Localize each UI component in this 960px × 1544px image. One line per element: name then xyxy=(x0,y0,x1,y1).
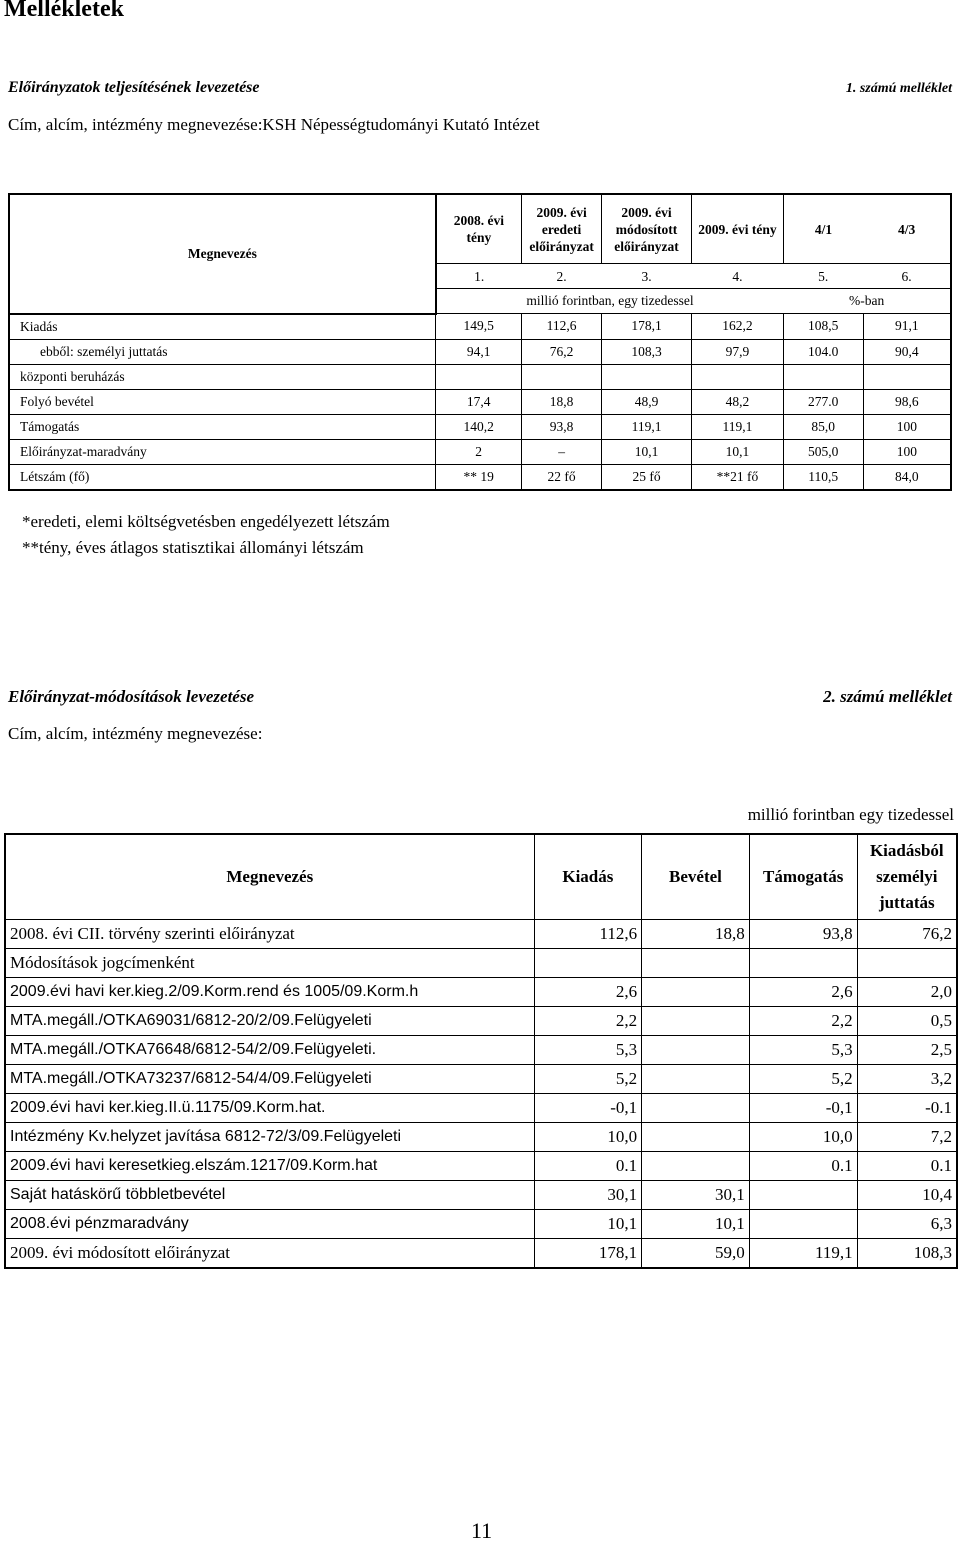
cell xyxy=(749,1181,857,1210)
t2-header-bevetel: Bevétel xyxy=(642,834,750,920)
table-row xyxy=(5,1152,957,1181)
cell xyxy=(692,364,784,389)
cell: 0.1 xyxy=(534,1152,642,1181)
row-name: 2009. évi módosított előirányzat xyxy=(5,1239,534,1269)
footnote-2: **tény, éves átlagos statisztikai állományi létszám xyxy=(22,538,364,557)
cell: 2,6 xyxy=(534,978,642,1007)
cell: 3,2 xyxy=(857,1065,957,1094)
cell xyxy=(863,364,951,389)
t2-header-name: Megnevezés xyxy=(5,834,534,920)
table-row xyxy=(5,1007,957,1036)
row-name: MTA.megáll./OTKA69031/6812-20/2/09.Felügyeleti xyxy=(5,1007,534,1036)
cell: 84,0 xyxy=(863,464,951,490)
cell: 0.1 xyxy=(749,1152,857,1181)
cell: 25 fő xyxy=(602,464,692,490)
row-name: Kiadás xyxy=(9,314,436,340)
cell: ** 19 xyxy=(436,464,522,490)
row-name: Támogatás xyxy=(9,414,436,439)
cell xyxy=(642,949,750,978)
cell: 48,9 xyxy=(602,389,692,414)
cell xyxy=(857,949,957,978)
cell: 30,1 xyxy=(534,1181,642,1210)
annex2-label: 2. számú melléklet xyxy=(823,687,952,706)
unit-million: millió forintban, egy tizedessel xyxy=(436,289,784,314)
header-col6: 4/3 xyxy=(863,194,951,264)
row-name: 2009.évi havi ker.kieg.2/09.Korm.rend és 1005/09.Korm.h xyxy=(5,978,534,1007)
cell: 0.1 xyxy=(857,1152,957,1181)
cell: 5,2 xyxy=(534,1065,642,1094)
cell: 48,2 xyxy=(692,389,784,414)
table-row xyxy=(5,920,957,949)
cell: 10,4 xyxy=(857,1181,957,1210)
unit-percent: %-ban xyxy=(783,289,951,314)
cell: 10,0 xyxy=(749,1123,857,1152)
cell: 108,3 xyxy=(857,1239,957,1269)
cell: 100 xyxy=(863,414,951,439)
cell xyxy=(534,949,642,978)
cell: 119,1 xyxy=(749,1239,857,1269)
cell: 76,2 xyxy=(857,920,957,949)
row-name: Előirányzat-maradvány xyxy=(9,439,436,464)
cell: 94,1 xyxy=(436,339,522,364)
cell: 178,1 xyxy=(534,1239,642,1269)
t2-header-kiadasbol-1: Kiadásból xyxy=(869,841,944,860)
cell: 18,8 xyxy=(642,920,750,949)
footnote-1: *eredeti, elemi költségvetésben engedélyezett létszám xyxy=(22,512,390,531)
cell: -0,1 xyxy=(749,1094,857,1123)
cell: 10,1 xyxy=(534,1210,642,1239)
cell xyxy=(642,1094,750,1123)
row-name: 2009.évi havi ker.kieg.II.ü.1175/09.Korm.hat. xyxy=(5,1094,534,1123)
header-col4: 2009. évi tény xyxy=(692,194,784,264)
cell: 112,6 xyxy=(534,920,642,949)
row-name: Létszám (fő) xyxy=(9,464,436,490)
table-row xyxy=(9,314,951,340)
row-name: MTA.megáll./OTKA73237/6812-54/4/09.Felügyeleti xyxy=(5,1065,534,1094)
cell xyxy=(642,1007,750,1036)
cell xyxy=(522,364,602,389)
cell: 110,5 xyxy=(783,464,863,490)
cell xyxy=(642,1065,750,1094)
cell xyxy=(642,1152,750,1181)
table-row xyxy=(5,1181,957,1210)
cell: 91,1 xyxy=(863,314,951,340)
cell: -0,1 xyxy=(534,1094,642,1123)
row-name: 2008.évi pénzmaradvány xyxy=(5,1210,534,1239)
cell: 5,3 xyxy=(749,1036,857,1065)
cell: 98,6 xyxy=(863,389,951,414)
cell xyxy=(436,364,522,389)
table-row xyxy=(9,364,951,389)
cell: 7,2 xyxy=(857,1123,957,1152)
row-name: Intézmény Kv.helyzet javítása 6812-72/3/09.Felügyeleti xyxy=(5,1123,534,1152)
cell xyxy=(602,364,692,389)
table-row xyxy=(9,464,951,490)
t2-header-tamogatas: Támogatás xyxy=(749,834,857,920)
cell: 119,1 xyxy=(692,414,784,439)
colnum-4: 4. xyxy=(692,264,784,289)
cell xyxy=(642,1123,750,1152)
colnum-2: 2. xyxy=(522,264,602,289)
annex2-unit: millió forintban egy tizedessel xyxy=(747,805,954,824)
cell: **21 fő xyxy=(692,464,784,490)
annex2-institution: Cím, alcím, intézmény megnevezése: xyxy=(8,724,263,743)
header-col1: 2008. évi tény xyxy=(436,194,522,264)
cell: 10,1 xyxy=(692,439,784,464)
row-name: MTA.megáll./OTKA76648/6812-54/2/09.Felügyeleti. xyxy=(5,1036,534,1065)
header-col2: 2009. évi eredeti előirányzat xyxy=(522,194,602,264)
annex1-label: 1. számú melléklet xyxy=(845,81,952,96)
t2-header-kiadasbol-3: juttatás xyxy=(878,893,935,912)
cell: 119,1 xyxy=(602,414,692,439)
cell: 108,5 xyxy=(783,314,863,340)
t2-header-kiadasbol xyxy=(857,834,957,920)
row-name: Saját hatáskörű többletbevétel xyxy=(5,1181,534,1210)
cell: 5,2 xyxy=(749,1065,857,1094)
cell: – xyxy=(522,439,602,464)
cell: 108,3 xyxy=(602,339,692,364)
header-name: Megnevezés xyxy=(9,194,436,314)
cell: 505,0 xyxy=(783,439,863,464)
page-title: Mellékletek xyxy=(4,0,124,22)
annex2-table xyxy=(4,833,958,1269)
cell: 2,5 xyxy=(857,1036,957,1065)
cell xyxy=(783,364,863,389)
cell: 0,5 xyxy=(857,1007,957,1036)
table-row xyxy=(5,1239,957,1269)
table-row xyxy=(5,1210,957,1239)
table-row xyxy=(5,1036,957,1065)
table-row xyxy=(5,1094,957,1123)
cell: 112,6 xyxy=(522,314,602,340)
annex1-title: Előirányzatok teljesítésének levezetése xyxy=(8,79,260,96)
cell: 76,2 xyxy=(522,339,602,364)
cell: 5,3 xyxy=(534,1036,642,1065)
row-name: központi beruházás xyxy=(9,364,436,389)
colnum-3: 3. xyxy=(602,264,692,289)
table-row xyxy=(5,949,957,978)
cell: 140,2 xyxy=(436,414,522,439)
cell: 18,8 xyxy=(522,389,602,414)
cell: 93,8 xyxy=(522,414,602,439)
cell: 162,2 xyxy=(692,314,784,340)
table-row xyxy=(9,439,951,464)
cell: 90,4 xyxy=(863,339,951,364)
table-row xyxy=(9,414,951,439)
cell: 2,6 xyxy=(749,978,857,1007)
cell: 93,8 xyxy=(749,920,857,949)
cell xyxy=(642,1036,750,1065)
row-name: ebből: személyi juttatás xyxy=(9,339,436,364)
cell: -0.1 xyxy=(857,1094,957,1123)
cell: 10,1 xyxy=(602,439,692,464)
cell: 10,0 xyxy=(534,1123,642,1152)
row-name: Módosítások jogcímenként xyxy=(5,949,534,978)
row-name: 2008. évi CII. törvény szerinti előirányzat xyxy=(5,920,534,949)
annex1-institution: Cím, alcím, intézmény megnevezése:KSH Népességtudományi Kutató Intézet xyxy=(8,115,540,134)
table-row xyxy=(5,1123,957,1152)
cell xyxy=(749,1210,857,1239)
annex1-table xyxy=(8,193,952,491)
row-name: 2009.évi havi keresetkieg.elszám.1217/09.Korm.hat xyxy=(5,1152,534,1181)
cell: 2,2 xyxy=(534,1007,642,1036)
cell: 100 xyxy=(863,439,951,464)
cell: 30,1 xyxy=(642,1181,750,1210)
cell: 277.0 xyxy=(783,389,863,414)
cell: 178,1 xyxy=(602,314,692,340)
cell: 97,9 xyxy=(692,339,784,364)
cell: 10,1 xyxy=(642,1210,750,1239)
cell: 17,4 xyxy=(436,389,522,414)
cell: 59,0 xyxy=(642,1239,750,1269)
cell: 6,3 xyxy=(857,1210,957,1239)
cell xyxy=(749,949,857,978)
cell: 104.0 xyxy=(783,339,863,364)
table-row xyxy=(9,389,951,414)
header-col3: 2009. évi módosított előirányzat xyxy=(602,194,692,264)
cell: 2,2 xyxy=(749,1007,857,1036)
table-row xyxy=(5,1065,957,1094)
row-name: Folyó bevétel xyxy=(9,389,436,414)
page-number: 11 xyxy=(471,1518,493,1543)
cell: 22 fő xyxy=(522,464,602,490)
cell xyxy=(642,978,750,1007)
colnum-6: 6. xyxy=(863,264,951,289)
cell: 85,0 xyxy=(783,414,863,439)
header-col5: 4/1 xyxy=(783,194,863,264)
annex2-title: Előirányzat-módosítások levezetése xyxy=(8,687,255,706)
cell: 149,5 xyxy=(436,314,522,340)
t2-header-kiadasbol-2: személyi xyxy=(876,867,938,886)
table-row xyxy=(9,339,951,364)
cell: 2 xyxy=(436,439,522,464)
colnum-1: 1. xyxy=(436,264,522,289)
cell: 2,0 xyxy=(857,978,957,1007)
colnum-5: 5. xyxy=(783,264,863,289)
table-row xyxy=(5,978,957,1007)
t2-header-kiadas: Kiadás xyxy=(534,834,642,920)
